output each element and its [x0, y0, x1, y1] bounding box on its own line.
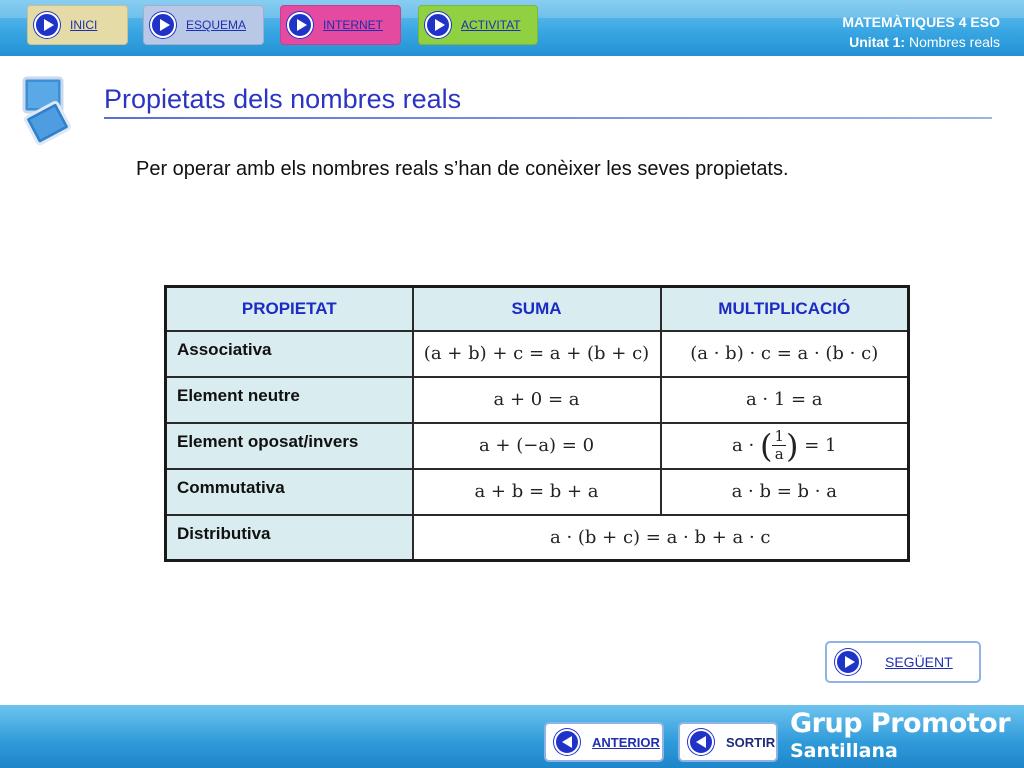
sum-formula: (a + b) + c = a + (b + c): [413, 331, 661, 377]
activitat-label: ACTIVITAT: [461, 18, 521, 32]
fraction: [772, 428, 786, 463]
property-name: Element oposat/invers: [166, 423, 413, 469]
brand-line2: Santillana: [790, 740, 898, 762]
brand-logo: [790, 708, 1010, 762]
play-icon: [835, 649, 861, 675]
play-icon: [150, 12, 176, 38]
unit-info: [842, 32, 1000, 52]
property-name: Distributiva: [166, 515, 413, 561]
back-icon: [554, 729, 580, 755]
header-propietat: PROPIETAT: [166, 287, 413, 331]
left-paren: (: [759, 426, 773, 465]
property-name: Commutativa: [166, 469, 413, 515]
unit-name: Nombres reals: [908, 34, 1000, 50]
table-row: [166, 377, 909, 423]
table-row: [166, 515, 909, 561]
fraction-denominator: a: [774, 445, 784, 463]
header-multiplicacio: MULTIPLICACIÓ: [661, 287, 909, 331]
table-row: [166, 423, 909, 469]
unit-prefix: Unitat 1:: [849, 34, 906, 50]
sum-formula: a + (−a) = 0: [413, 423, 661, 469]
inici-button[interactable]: [27, 5, 128, 45]
esquema-label: ESQUEMA: [186, 18, 247, 32]
play-icon: [425, 12, 451, 38]
internet-label: INTERNET: [323, 18, 383, 32]
course-info: [842, 12, 1000, 52]
mult-formula: a · 1 = a: [661, 377, 909, 423]
fraction-numerator: 1: [774, 427, 784, 445]
property-name: Element neutre: [166, 377, 413, 423]
esquema-button[interactable]: [143, 5, 264, 45]
play-icon: [287, 12, 313, 38]
sum-formula: a + 0 = a: [413, 377, 661, 423]
mult-suffix: = 1: [804, 434, 837, 456]
previous-button[interactable]: [544, 722, 664, 762]
mult-formula: [661, 423, 909, 469]
next-button[interactable]: [825, 641, 981, 683]
exit-label: SORTIR: [726, 734, 776, 750]
mult-formula: (a · b) · c = a · (b · c): [661, 331, 909, 377]
back-icon: [688, 729, 714, 755]
table-row: [166, 469, 909, 515]
brand-line1: Grup Promotor: [790, 708, 1011, 739]
right-paren: ): [785, 426, 799, 465]
table-row: [166, 331, 909, 377]
inici-label: INICI: [70, 18, 98, 32]
page-title: Propietats dels nombres reals: [104, 84, 462, 114]
mult-prefix: a ·: [732, 434, 755, 456]
play-icon: [34, 12, 60, 38]
property-name: Associativa: [166, 331, 413, 377]
previous-label: ANTERIOR: [592, 734, 660, 750]
table-header-row: [166, 287, 909, 331]
properties-table: [164, 285, 910, 562]
activitat-button[interactable]: [418, 5, 538, 45]
top-bar: [0, 0, 1024, 56]
exit-button[interactable]: [678, 722, 778, 762]
slides-icon: [18, 74, 74, 146]
course-name: MATEMÀTIQUES 4 ESO: [842, 14, 1000, 30]
mult-formula: a · b = b · a: [661, 469, 909, 515]
header-suma: SUMA: [413, 287, 661, 331]
internet-button[interactable]: [280, 5, 401, 45]
intro-text: Per operar amb els nombres reals s’han de conèixer les seves propietats.: [136, 158, 789, 180]
distributive-formula: a · (b + c) = a · b + a · c: [413, 515, 909, 561]
next-label: SEGÜENT: [885, 654, 953, 670]
title-divider: [104, 117, 992, 119]
sum-formula: a + b = b + a: [413, 469, 661, 515]
